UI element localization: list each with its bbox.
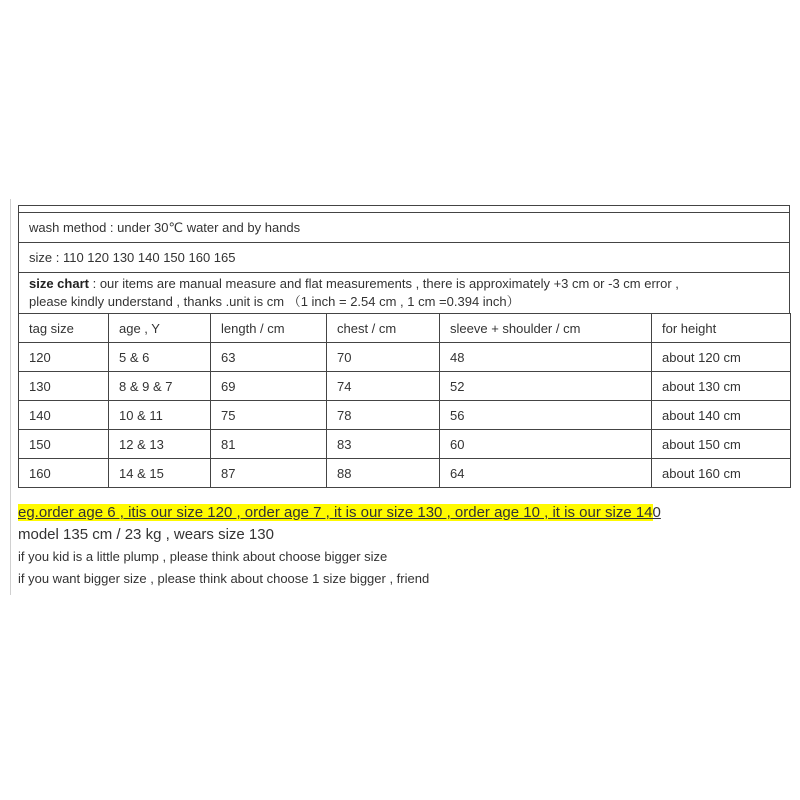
header-cell-for-height: for height (652, 314, 791, 343)
wash-method-text: wash method : under 30℃ water and by hands (19, 213, 790, 243)
size-notes (18, 502, 788, 590)
size-chart-note-line-1: : our items are manual measure and flat measurements , there is approximately +3 cm or -3 cm error , (88, 276, 679, 291)
size-list-row (19, 243, 790, 273)
cell-length: 81 (211, 430, 327, 459)
header-cell-tag-size: tag size (19, 314, 109, 343)
table-row (19, 372, 791, 401)
cell-chest: 78 (327, 401, 440, 430)
cell-chest: 83 (327, 430, 440, 459)
cell-tag-size: 130 (19, 372, 109, 401)
cell-sleeve-shoulder: 56 (440, 401, 652, 430)
cell-for-height: about 130 cm (652, 372, 791, 401)
left-margin-rule (10, 199, 11, 595)
cell-tag-size: 120 (19, 343, 109, 372)
cell-sleeve-shoulder: 60 (440, 430, 652, 459)
cell-age: 5 & 6 (109, 343, 211, 372)
tip-bigger-size: if you want bigger size , please think about choose 1 size bigger , friend (18, 571, 430, 586)
cell-age: 8 & 9 & 7 (109, 372, 211, 401)
cell-for-height: about 120 cm (652, 343, 791, 372)
cell-length: 75 (211, 401, 327, 430)
cell-tag-size: 150 (19, 430, 109, 459)
header-cell-length: length / cm (211, 314, 327, 343)
cell-tag-size: 140 (19, 401, 109, 430)
wash-method-row (19, 213, 790, 243)
header-cell-age: age , Y (109, 314, 211, 343)
table-row (19, 343, 791, 372)
cell-age: 14 & 15 (109, 459, 211, 488)
size-table (18, 313, 791, 488)
header-cell-chest: chest / cm (327, 314, 440, 343)
cell-for-height: about 140 cm (652, 401, 791, 430)
size-chart-note-line-2: please kindly understand , thanks .unit is cm （1 inch = 2.54 cm , 1 cm =0.394 inch） (29, 294, 520, 309)
cell-length: 63 (211, 343, 327, 372)
table-row (19, 459, 791, 488)
size-info-sheet (18, 205, 790, 488)
cell-tag-size: 160 (19, 459, 109, 488)
cell-sleeve-shoulder: 52 (440, 372, 652, 401)
cell-for-height: about 160 cm (652, 459, 791, 488)
size-example-highlight: eg.order age 6 , itis our size 120 , order age 7 , it is our size 130 , order age 10 , it is our size 14 (18, 504, 653, 521)
cell-sleeve-shoulder: 64 (440, 459, 652, 488)
cell-chest: 88 (327, 459, 440, 488)
product-info-table (18, 205, 790, 314)
cell-age: 10 & 11 (109, 401, 211, 430)
cell-sleeve-shoulder: 48 (440, 343, 652, 372)
tip-plump: if you kid is a little plump , please think about choose bigger size (18, 549, 388, 564)
size-list-text: size : 110 120 130 140 150 160 165 (19, 243, 790, 273)
cell-chest: 70 (327, 343, 440, 372)
table-row (19, 401, 791, 430)
cell-age: 12 & 13 (109, 430, 211, 459)
table-row (19, 430, 791, 459)
model-info: model 135 cm / 23 kg , wears size 130 (18, 526, 274, 543)
size-chart-note (19, 273, 790, 314)
size-chart-note-row (19, 273, 790, 314)
cell-chest: 74 (327, 372, 440, 401)
size-table-header (19, 314, 791, 343)
header-cell-sleeve-shoulder: sleeve + shoulder / cm (440, 314, 652, 343)
size-chart-label: size chart (29, 276, 89, 291)
size-example-tail: 0 (652, 504, 661, 521)
cell-length: 87 (211, 459, 327, 488)
size-example-line (18, 502, 788, 524)
table-top-edge (19, 206, 790, 213)
cell-for-height: about 150 cm (652, 430, 791, 459)
cell-length: 69 (211, 372, 327, 401)
